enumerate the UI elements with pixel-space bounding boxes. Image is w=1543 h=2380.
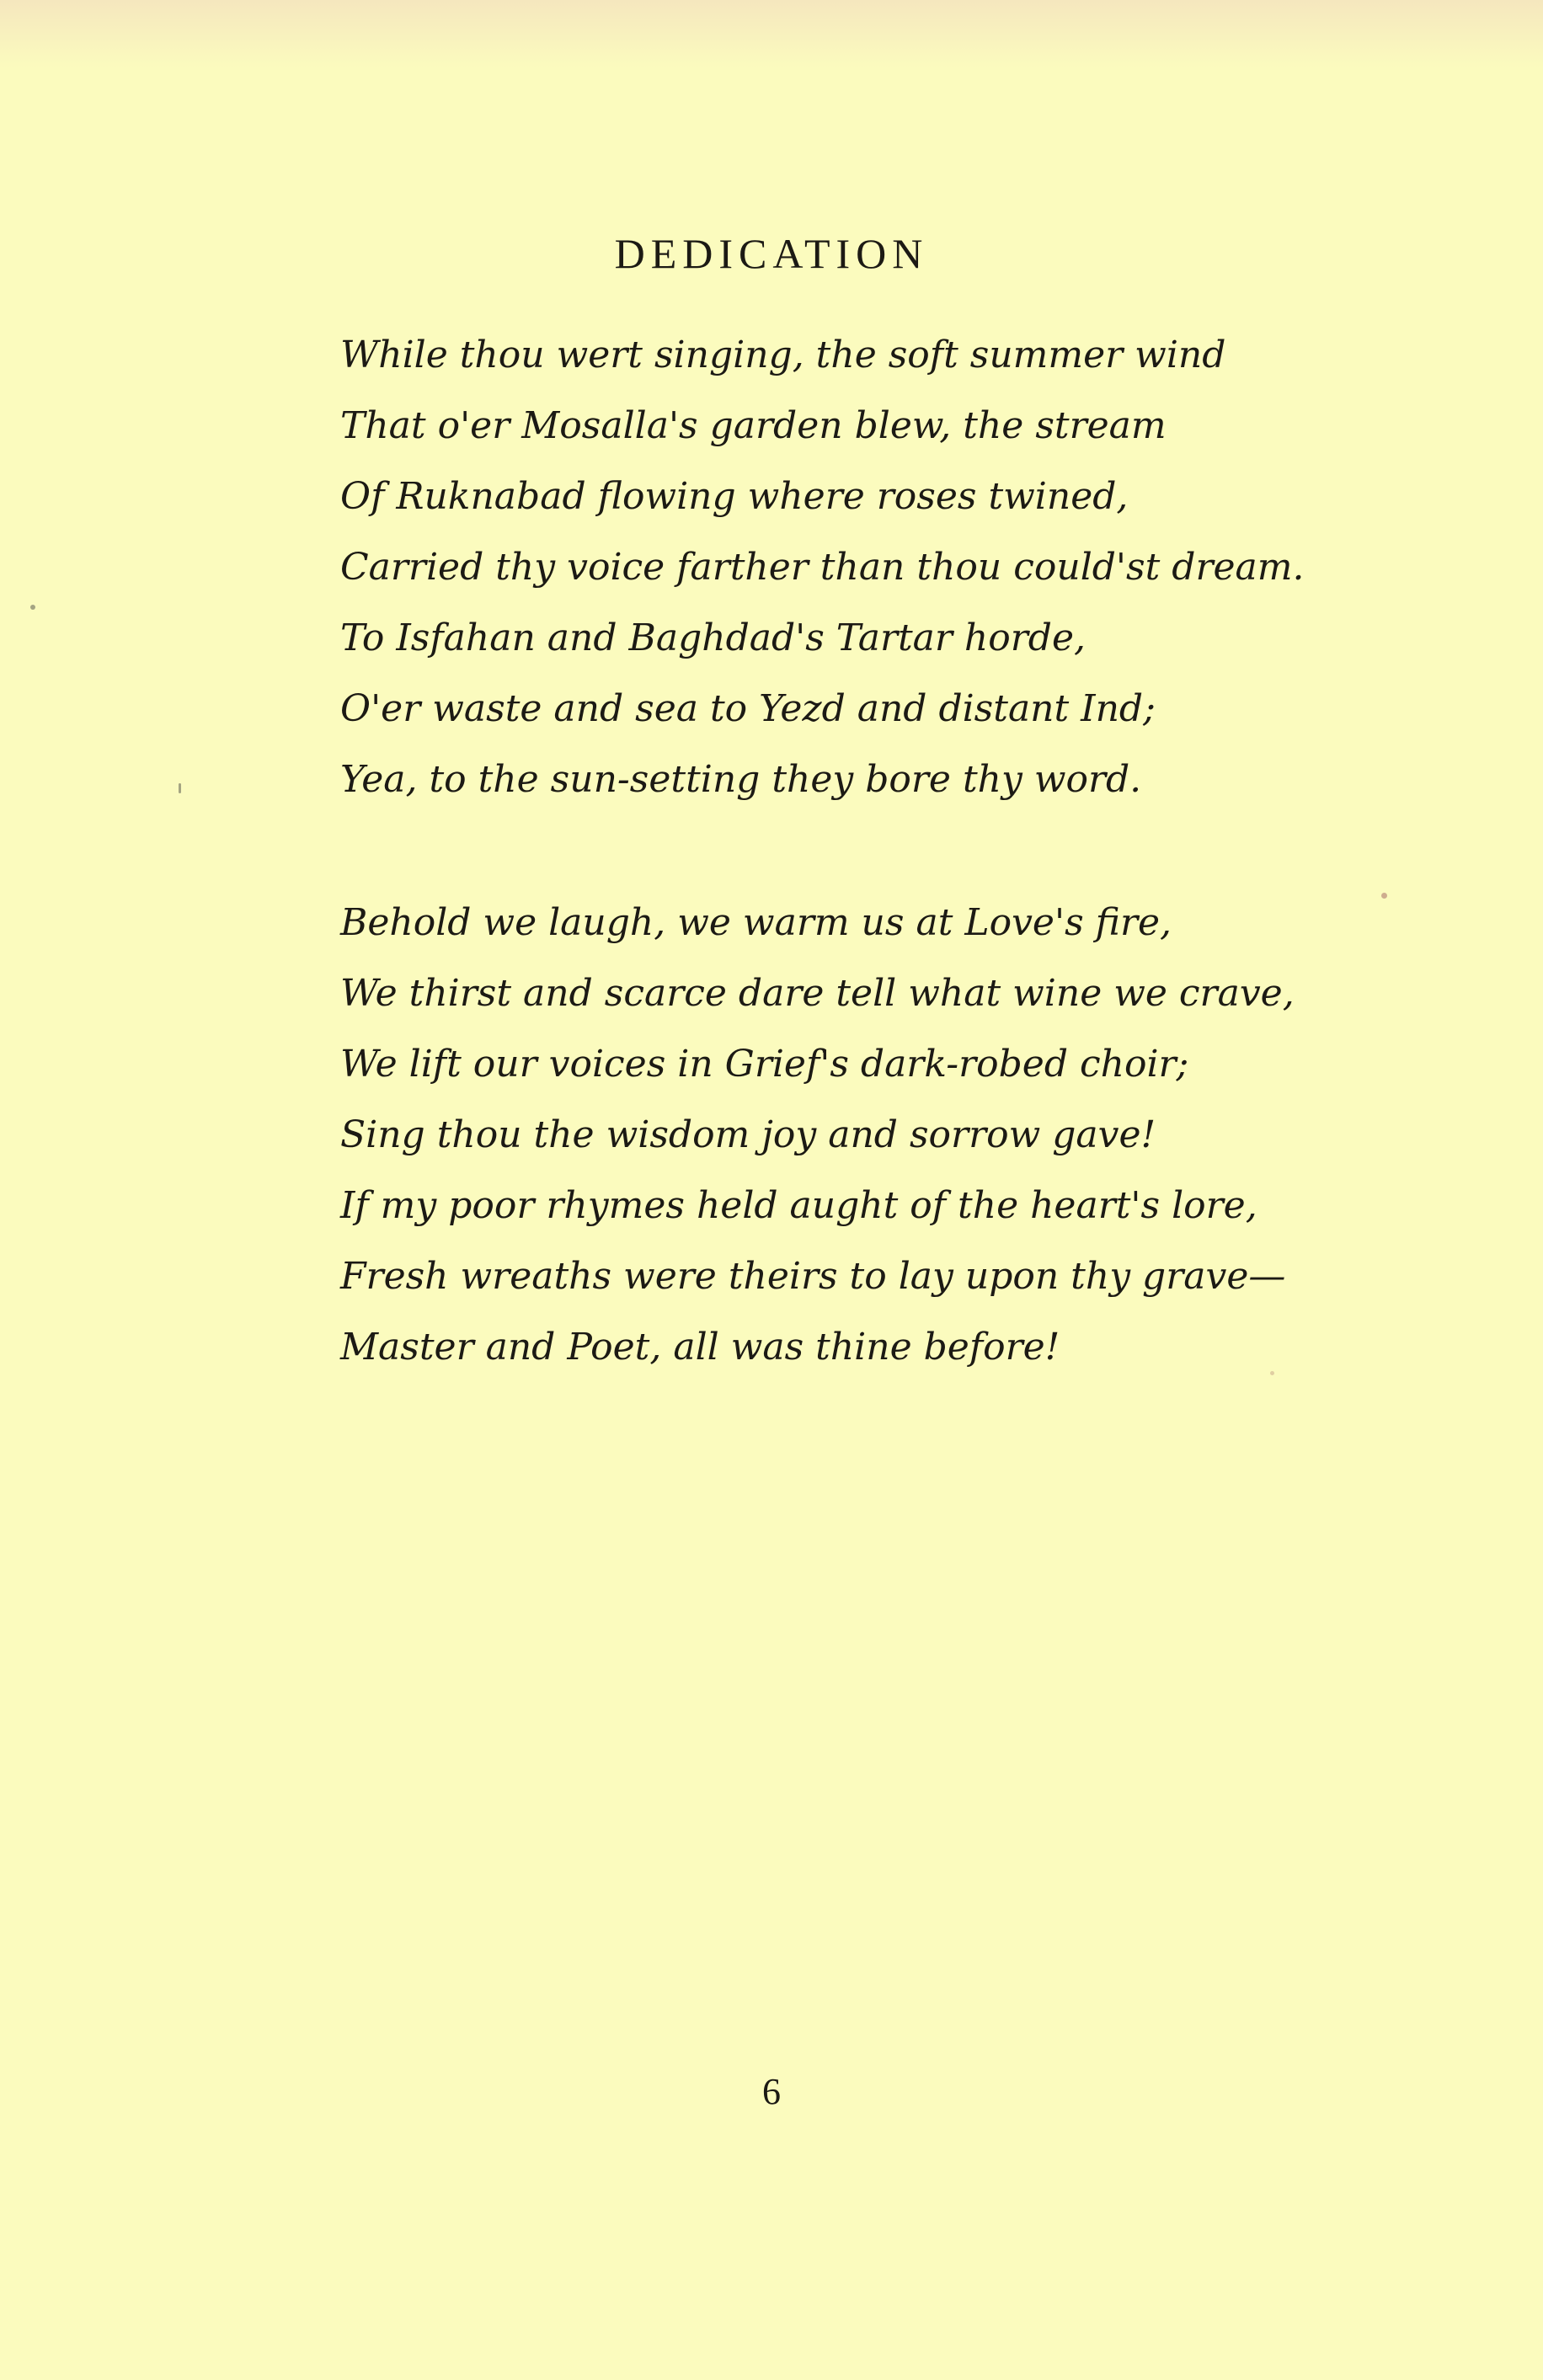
- poem-line: If my poor rhymes held aught of the heart's lore,: [340, 1184, 1257, 1227]
- poem-line: Behold we laugh, we warm us at Love's fire,: [340, 901, 1172, 944]
- page-number: 6: [762, 2071, 781, 2112]
- poem-line: Master and Poet, all was thine before!: [340, 1326, 1060, 1369]
- poem: [340, 320, 1435, 1383]
- poem-line: Fresh wreaths were theirs to lay upon thy grave—: [340, 1255, 1286, 1298]
- poem-line: O'er waste and sea to Yezd and distant Ind;: [340, 687, 1156, 730]
- poem-line: We lift our voices in Grief's dark-robed choir;: [340, 1043, 1189, 1086]
- poem-line: Of Ruknabad flowing where roses twined,: [340, 475, 1129, 518]
- poem-line: We thirst and scarce dare tell what wine we crave,: [340, 972, 1295, 1015]
- paper-speck: [1381, 893, 1387, 899]
- stanza-1: [340, 320, 1435, 815]
- paper-speck: [1270, 1371, 1274, 1375]
- page-heading: DEDICATION: [614, 230, 929, 277]
- poem-line: Yea, to the sun-setting they bore thy word.: [340, 758, 1142, 801]
- paper-speck: [30, 605, 35, 610]
- poem-line: That o'er Mosalla's garden blew, the stream: [340, 404, 1167, 447]
- poem-line: Carried thy voice farther than thou could'st dream.: [340, 546, 1305, 589]
- poem-line: To Isfahan and Baghdad's Tartar horde,: [340, 616, 1086, 659]
- stanza-2: [340, 888, 1435, 1383]
- poem-line: Sing thou the wisdom joy and sorrow gave!: [340, 1113, 1156, 1156]
- poem-line: While thou wert singing, the soft summer wind: [340, 334, 1226, 376]
- paper-speck: [179, 783, 181, 793]
